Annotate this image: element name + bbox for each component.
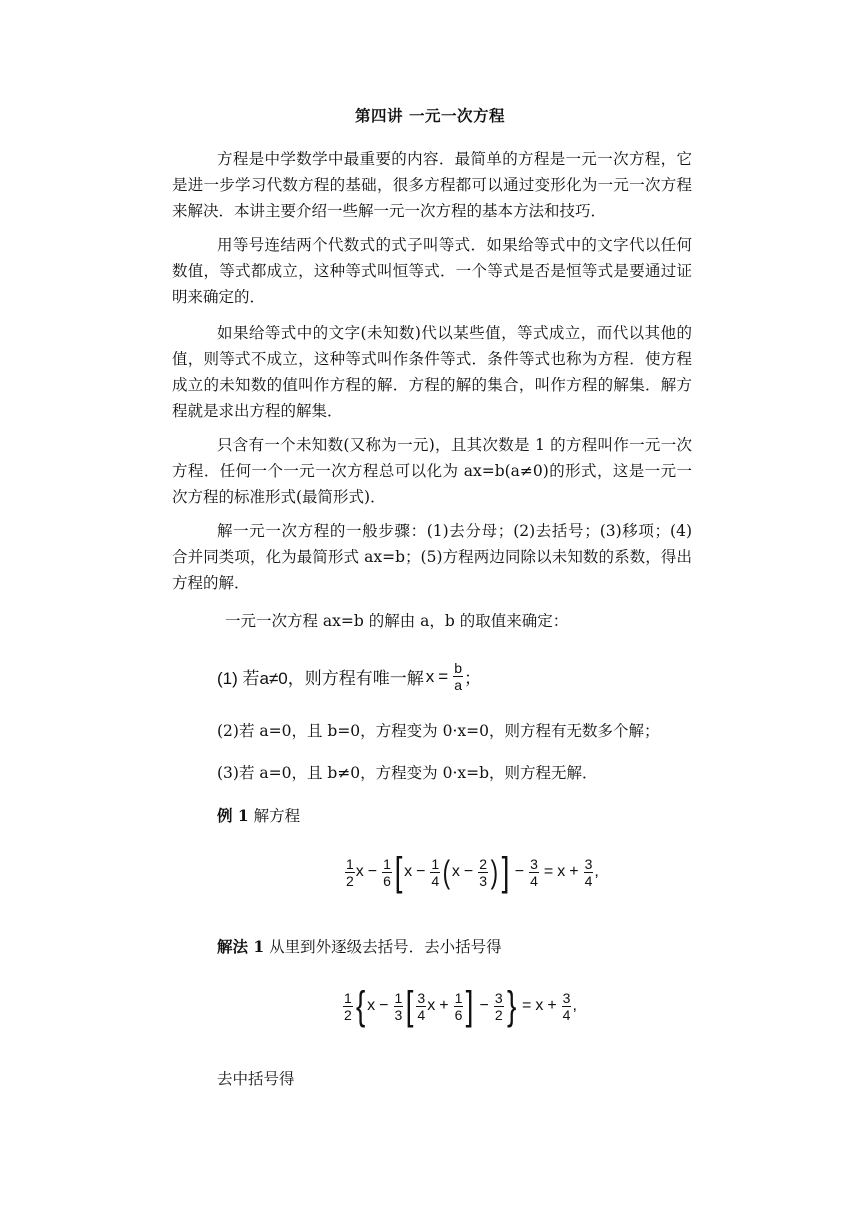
variable-x: x bbox=[427, 997, 436, 1014]
paragraph-conditional: 如果给等式中的文字(未知数)代以某些值，等式成立，而代以其他的值，则等式不成立，这种等式叫作条件等式．条件等式也称为方程．使方程成立的未知数的值叫作方程的解．方程的解的集合，叫作方程的解集．解方程就是求出方程的解集． bbox=[172, 324, 692, 420]
solution-1-heading bbox=[217, 935, 502, 957]
right-brace: } bbox=[506, 984, 516, 1028]
denominator: 4 bbox=[584, 872, 593, 889]
page-title: 第四讲 一元一次方程 bbox=[355, 106, 505, 125]
denominator: 4 bbox=[562, 1006, 571, 1023]
paragraph-intro: 方程是中学数学中最重要的内容．最简单的方程是一元一次方程，它是进一步学习代数方程的基础，很多方程都可以通过变形化为一元一次方程来解决．本讲主要介绍一些解一元一次方程的基本方法和技巧． bbox=[172, 150, 692, 220]
denominator: 6 bbox=[383, 872, 391, 889]
denominator: 2 bbox=[494, 1006, 503, 1023]
case-1-equals: = bbox=[438, 666, 449, 686]
numerator: 1 bbox=[454, 989, 463, 1006]
operator: − bbox=[463, 863, 474, 880]
case-1-prefix: (1) 若a≠0，则方程有唯一解 bbox=[217, 669, 424, 688]
case-3: (3)若 a=0，且 b≠0，方程变为 0·x=b，则方程无解． bbox=[217, 764, 598, 782]
operator: + bbox=[547, 997, 557, 1014]
example-1-label: 例 1 bbox=[217, 806, 249, 825]
fraction bbox=[454, 990, 464, 1023]
operator: − bbox=[416, 863, 426, 880]
comma: , bbox=[594, 863, 599, 880]
right-paren: ) bbox=[490, 854, 499, 890]
numerator: 3 bbox=[530, 855, 538, 872]
numerator: 1 bbox=[394, 989, 403, 1006]
fraction bbox=[478, 856, 488, 889]
right-bracket: ] bbox=[501, 850, 510, 894]
numerator: 1 bbox=[383, 855, 391, 872]
variable-x: x bbox=[355, 863, 364, 880]
denominator: 4 bbox=[417, 1006, 426, 1023]
operator: + bbox=[569, 863, 579, 880]
case-1 bbox=[217, 660, 481, 693]
fraction bbox=[494, 990, 504, 1023]
numerator: 2 bbox=[479, 855, 487, 872]
operator: − bbox=[514, 863, 525, 880]
variable-x: x bbox=[451, 863, 460, 880]
example-1-heading bbox=[217, 804, 300, 826]
numerator: 3 bbox=[584, 855, 593, 872]
operator: + bbox=[439, 997, 449, 1014]
numerator: 3 bbox=[562, 989, 571, 1006]
case-2: (2)若 a=0，且 b=0，方程变为 0·x=0，则方程有无数多个解； bbox=[217, 722, 660, 740]
fraction bbox=[416, 990, 426, 1023]
left-bracket: [ bbox=[394, 850, 403, 894]
case-1-var: x bbox=[425, 666, 435, 686]
fraction bbox=[562, 990, 572, 1023]
example-1-text: 解方程 bbox=[248, 807, 301, 825]
left-brace: { bbox=[355, 984, 366, 1028]
variable-x: x bbox=[557, 863, 566, 880]
paragraph-steps: 解一元一次方程的一般步骤：(1)去分母；(2)去括号；(3)移项；(4)合并同类项，化为最简形式 ax=b；(5)方程两边同除以未知数的系数，得出方程的解． bbox=[172, 522, 692, 592]
last-line: 去中括号得 bbox=[217, 1070, 295, 1088]
equals-sign: = bbox=[521, 997, 532, 1014]
numerator: 1 bbox=[431, 855, 440, 872]
paragraph-identity: 用等号连结两个代数式的式子叫等式．如果给等式中的文字代以任何数值，等式都成立，这种等式叫恒等式．一个等式是否是恒等式是要通过证明来确定的． bbox=[172, 236, 692, 306]
solution-1-label: 解法 1 bbox=[217, 937, 265, 956]
variable-x: x bbox=[367, 997, 376, 1014]
fraction bbox=[343, 990, 353, 1023]
denominator: 4 bbox=[431, 872, 440, 889]
equals-sign: = bbox=[543, 863, 554, 880]
numerator: 1 bbox=[344, 989, 352, 1006]
variable-x: x bbox=[404, 863, 413, 880]
fraction bbox=[529, 856, 539, 889]
equation-1 bbox=[344, 852, 599, 892]
fraction bbox=[430, 856, 440, 889]
fraction-denominator: a bbox=[454, 677, 462, 693]
numerator: 1 bbox=[346, 855, 354, 872]
denominator: 2 bbox=[344, 1006, 352, 1023]
equation-2 bbox=[342, 986, 577, 1026]
paragraph-definition: 只含有一个未知数(又称为一元)，且其次数是 1 的方程叫作一元一次方程．任何一个一元一次方程总可以化为 ax=b(a≠0)的形式，这是一元一次方程的标准形式(最简形式)． bbox=[172, 436, 692, 506]
operator: − bbox=[367, 863, 378, 880]
case-1-fraction bbox=[453, 660, 463, 693]
operator: − bbox=[479, 997, 489, 1014]
denominator: 3 bbox=[479, 872, 487, 889]
intro-line: 一元一次方程 ax=b 的解由 a，b 的取值来确定： bbox=[225, 612, 569, 630]
denominator: 4 bbox=[530, 872, 538, 889]
denominator: 2 bbox=[346, 872, 354, 889]
fraction bbox=[382, 856, 392, 889]
fraction-numerator: b bbox=[454, 660, 462, 676]
fraction bbox=[394, 990, 404, 1023]
denominator: 3 bbox=[394, 1006, 403, 1023]
comma: , bbox=[572, 997, 577, 1014]
case-1-suffix: ； bbox=[463, 669, 481, 688]
solution-1-text: 从里到外逐级去括号．去小括号得 bbox=[264, 938, 502, 956]
denominator: 6 bbox=[454, 1006, 463, 1023]
right-bracket: ] bbox=[466, 984, 474, 1028]
numerator: 3 bbox=[494, 989, 503, 1006]
variable-x: x bbox=[535, 997, 544, 1014]
left-paren: ( bbox=[442, 854, 451, 890]
numerator: 3 bbox=[417, 989, 426, 1006]
fraction bbox=[345, 856, 355, 889]
operator: − bbox=[379, 997, 389, 1014]
left-bracket: [ bbox=[405, 984, 414, 1028]
fraction bbox=[584, 856, 594, 889]
